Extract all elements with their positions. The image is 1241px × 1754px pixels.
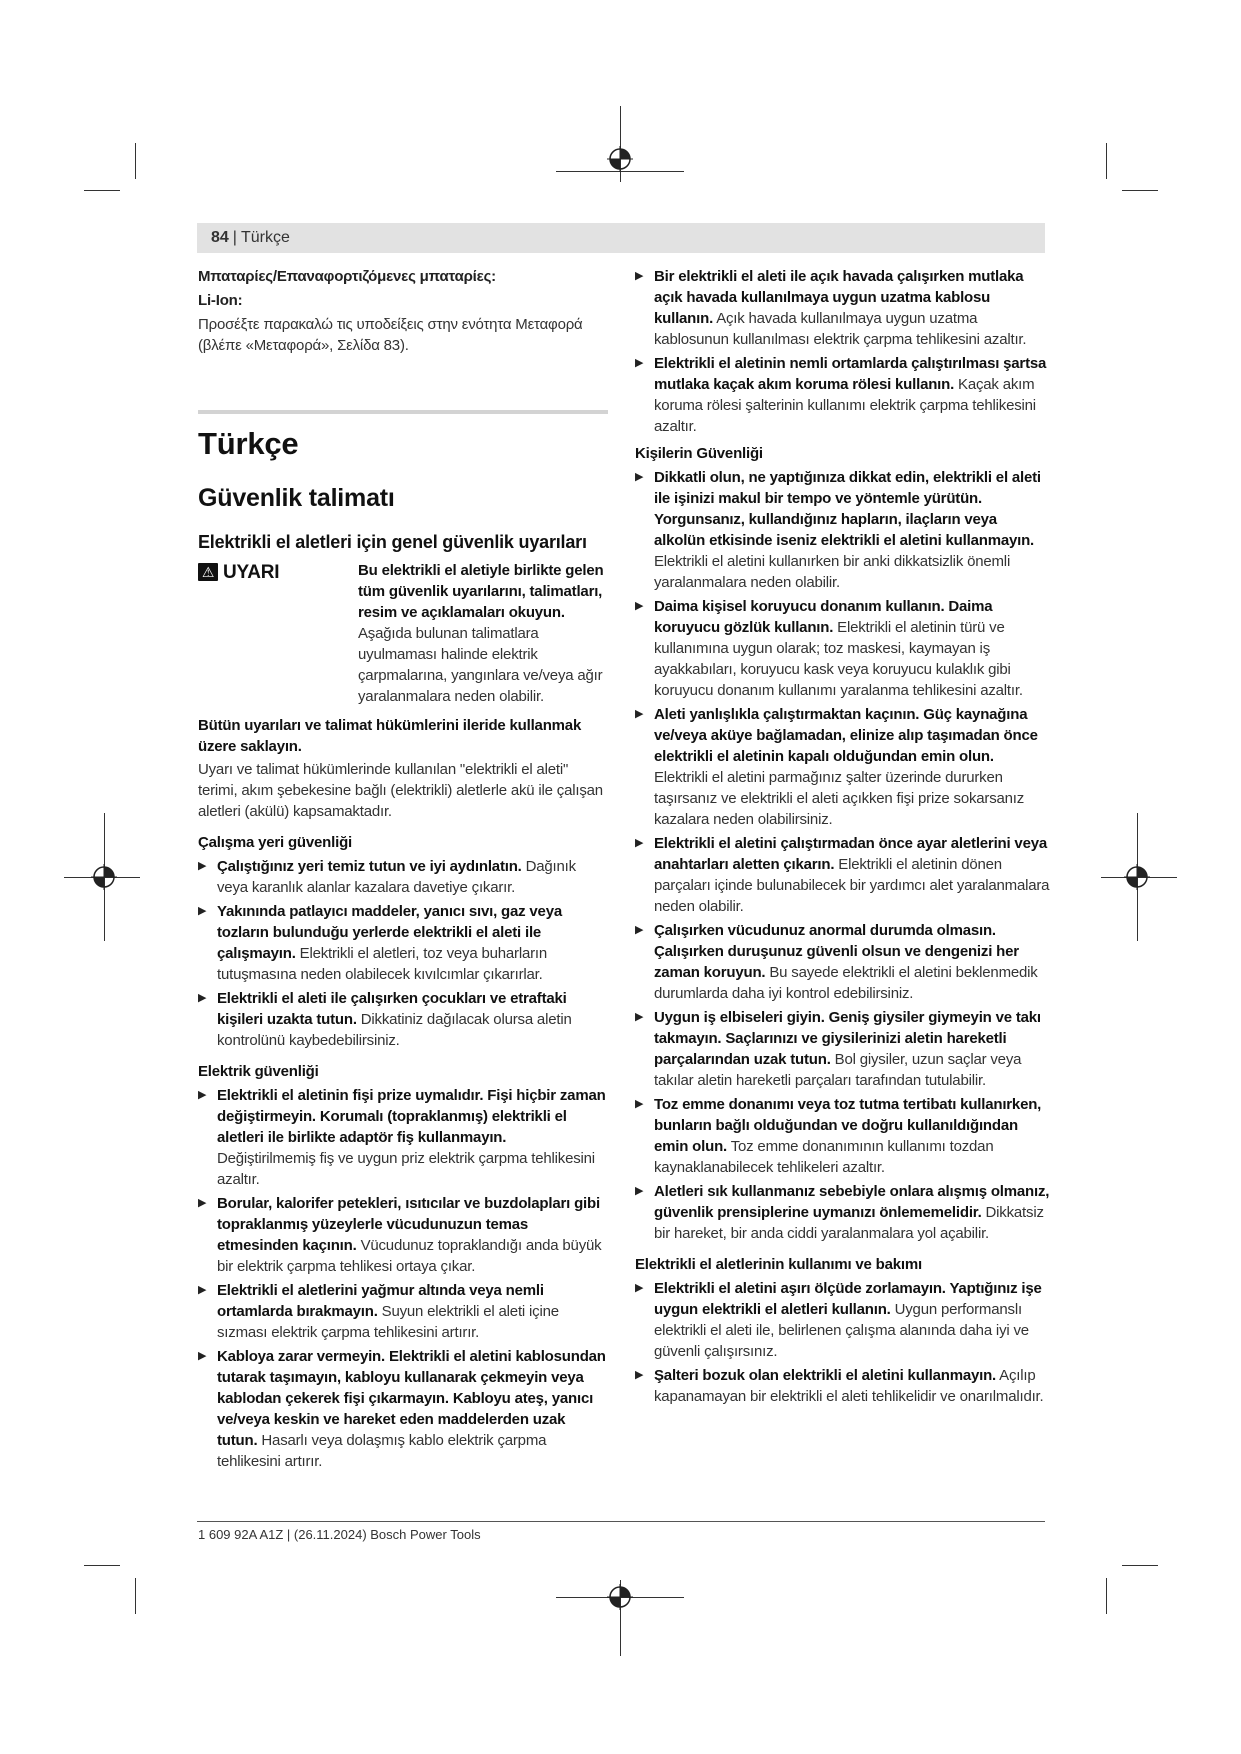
header-separator: | (232, 229, 237, 246)
warning-bold-part: Bu elektrikli el aletiyle birlikte gelen tüm güvenlik uyarılarını, talimatları, resim ve açıklamaları okuyun. (358, 562, 604, 621)
warning-label (198, 560, 358, 584)
list-item: ▶ Elektrikli el aletinin nemli ortamlarda çalıştırılması şartsa mutlaka kaçak akım koruma rölesi kullanın. Kaçak akım koruma rölesi şalterinin kullanımı elektrik çarpma tehlikesini azaltır. (635, 353, 1050, 437)
list-item: ▶ Borular, kalorifer petekleri, ısıtıcılar ve buzdolapları gibi topraklanmış yüzeylerle vücudunuzun temas etmesinden kaçının. Vücudunuz topraklandığı anda büyük bir elektrik çarpma tehlikesi ortaya çıkar. (198, 1193, 608, 1277)
list-item: ▶ Kabloya zarar vermeyin. Elektrikli el aletini kablosundan tutarak taşımayın, kabloyu kullanarak çekmeyin veya kablodan çekerek fişi çıkarmayın. Kabloyu ateş, yanıcı ve/veya keskin ve hareket eden maddelerden uzak tutun. Hasarlı veya dolaşmış kablo elektrik çarpma tehlikesini artırır. (198, 1346, 608, 1472)
crop-mark (84, 190, 120, 191)
tool-use-care-title: Elektrikli el aletlerinin kullanımı ve bakımı (635, 1256, 922, 1273)
list-item: ▶ Aleti yanlışlıkla çalıştırmaktan kaçının. Güç kaynağına ve/veya aküye bağlamadan, elinize alıp taşımadan önce elektrikli el aletinin kapalı olduğundan emin olun. Elektrikli el aletini parmağınız şalter üzerinde dururken taşırsanız ve elektrikli el aleti açıkken fişi prize sokarsanız kazalara neden olabilirsiniz. (635, 704, 1050, 830)
list-item: ▶ Dikkatli olun, ne yaptığınıza dikkat edin, elektrikli el aleti ile işinizi makul bir tempo ve yöntemle yürütün. Yorgunsanız, kullandığınız hapların, ilaçların veya alkolün etkisinde iseniz elektrikli el aletini kullanmayın. Elektrikli el aletini kullanırken bir anki dikkatsizlik önemli yaralanmalara neden olabilir. (635, 467, 1050, 593)
greek-transport-note: Προσέξτε παρακαλώ τις υποδείξεις στην ενότητα Μεταφορά (βλέπε «Μεταφορά», Σελίδα 83). (198, 316, 583, 354)
power-tool-definition: Uyarı ve talimat hükümlerinde kullanılan "elektrikli el aleti" terimi, akım şebekesine bağlı (elektrikli) aletlerle akü ile çalışan aletleri (akülü) kapsamaktadır. (198, 761, 603, 820)
keep-instructions-note: Bütün uyarıları ve talimat hükümlerini ileride kullanmak üzere saklayın. (198, 717, 582, 755)
general-warnings-heading: Elektrikli el aletleri için genel güvenlik uyarıları (198, 532, 587, 552)
list-item: ▶ Elektrikli el aletinin fişi prize uymalıdır. Fişi hiçbir zaman değiştirmeyin. Korumalı (topraklanmış) elektrikli el aletleri ile birlikte adaptör fiş kullanmayın. Değiştirilmemiş fiş ve uygun priz elektrik çarpma tehlikesini azaltır. (198, 1085, 608, 1190)
registration-target-icon (607, 1584, 633, 1610)
list-item: ▶ Elektrikli el aletini aşırı ölçüde zorlamayın. Yaptığınız işe uygun elektrikli el aletleri kullanın. Uygun performanslı elektrikli el aleti ile, belirlenen çalışma alanında daha iyi ve güvenli çalışırsınız. (635, 1278, 1050, 1362)
electrical-safety-title: Elektrik güvenliği (198, 1063, 319, 1080)
list-item: ▶ Bir elektrikli el aleti ile açık havada çalışırken mutlaka açık havada kullanılmaya uygun uzatma kablosu kullanın. Açık havada kullanılmaya uygun uzatma kablosunun kullanılması elektrik çarpma tehlikesini azaltır. (635, 266, 1050, 350)
page-header (197, 223, 1045, 253)
warning-block (198, 560, 608, 707)
list-item: ▶ Daima kişisel koruyucu donanım kullanın. Daima koruyucu gözlük kullanın. Elektrikli el aletinin türü ve kullanımına uygun olarak; toz maskesi, kaymayan iş ayakkabıları, koruyucu kask veya koruyucu kulaklık gibi koruyucu donanım kullanımı yaralanma tehlikesini azaltır. (635, 596, 1050, 701)
list-item: ▶ Şalteri bozuk olan elektrikli el aletini kullanmayın. Açılıp kapanamayan bir elektrikli el aleti tehlikelidir ve onarılmalıdır. (635, 1365, 1050, 1407)
list-item: ▶ Toz emme donanımı veya toz tutma tertibatı kullanırken, bunların bağlı olduğundan ve doğru kullanıldığından emin olun. Toz emme donanımının kullanımı tozdan kaynaklanabilecek tehlikeleri azaltır. (635, 1094, 1050, 1178)
header-section: Türkçe (240, 229, 290, 246)
crop-mark (135, 1578, 136, 1614)
warning-normal-part: Aşağıda bulunan talimatlara uyulmaması halinde elektrik çarpmalarına, yangınlara ve/veya ağır yaralanmalara neden olabilir. (358, 625, 603, 705)
crop-mark (84, 1565, 120, 1566)
greek-liion-label: Li-Ion: (198, 292, 243, 309)
registration-target-icon (1124, 864, 1150, 890)
workplace-safety-title: Çalışma yeri güvenliği (198, 834, 352, 851)
list-item: ▶ Çalıştığınız yeri temiz tutun ve iyi aydınlatın. Dağınık veya karanlık alanlar kazalara davetiye çıkarır. (198, 856, 608, 898)
personal-safety-title: Kişilerin Güvenliği (635, 445, 763, 462)
warning-label-text: UYARI (223, 561, 280, 583)
list-item: ▶ Aletleri sık kullanmanız sebebiyle onlara alışmış olmanız, güvenlik prensiplerine uymanızı önlememelidir. Dikkatsiz bir hareket, bir anda ciddi yaralanmalara yol açabilir. (635, 1181, 1050, 1244)
registration-target-icon (607, 146, 633, 172)
list-item: ▶ Yakınında patlayıcı maddeler, yanıcı sıvı, gaz veya tozların bulunduğu yerlerde elektrikli el aleti ile çalışmayın. Elektrikli el aletleri, toz veya buharların tutuşmasına neden olabilecek kıvılcımlar çıkarırlar. (198, 901, 608, 985)
section-divider (198, 410, 608, 414)
greek-battery-heading: Μπαταρίες/Επαναφορτιζόμενες μπαταρίες: (198, 268, 496, 285)
crop-mark (1106, 1578, 1107, 1614)
crop-mark (1106, 143, 1107, 179)
list-item: ▶ Elektrikli el aletini çalıştırmadan önce ayar aletlerini veya anahtarları aletten çıkarın. Elektrikli el aletinin dönen parçaları içinde bulunabilecek bir yardımcı alet yaralanmalara neden olabilir. (635, 833, 1050, 917)
warning-triangle-icon: ⚠ (198, 563, 218, 581)
page-footer: 1 609 92A A1Z | (26.11.2024) Bosch Power Tools (198, 1527, 481, 1542)
left-column (198, 266, 608, 1472)
crop-mark (1122, 1565, 1158, 1566)
list-item: ▶ Elektrikli el aletlerini yağmur altında veya nemli ortamlarda bırakmayın. Suyun elektrikli el aleti içine sızması elektrik çarpma tehlikesini artırır. (198, 1280, 608, 1343)
crop-mark (1122, 190, 1158, 191)
crop-mark (135, 143, 136, 179)
footer-divider (197, 1521, 1045, 1522)
list-item: ▶ Elektrikli el aleti ile çalışırken çocukları ve etraftaki kişileri uzakta tutun. Dikkatiniz dağılacak olursa aletin kontrolünü kaybedebilirsiniz. (198, 988, 608, 1051)
right-column (635, 266, 1050, 1407)
page-number: 84 (211, 229, 229, 246)
language-title: Türkçe (198, 426, 299, 461)
list-item: ▶ Çalışırken vücudunuz anormal durumda olmasın. Çalışırken duruşunuz güvenli olsun ve dengenizi her zaman koruyun. Bu sayede elektrikli el aletini beklenmedik durumlarda daha iyi kontrol edebilirsiniz. (635, 920, 1050, 1004)
warning-bold-text (358, 560, 608, 707)
list-item: ▶ Uygun iş elbiseleri giyin. Geniş giysiler giymeyin ve takı takmayın. Saçlarınızı ve giysilerinizi aletin hareketli parçalarından uzak tutun. Bol giysiler, uzun saçlar veya takılar aletin hareketli parçaları tarafından tutulabilir. (635, 1007, 1050, 1091)
safety-heading: Güvenlik talimatı (198, 484, 395, 512)
registration-target-icon (91, 864, 117, 890)
